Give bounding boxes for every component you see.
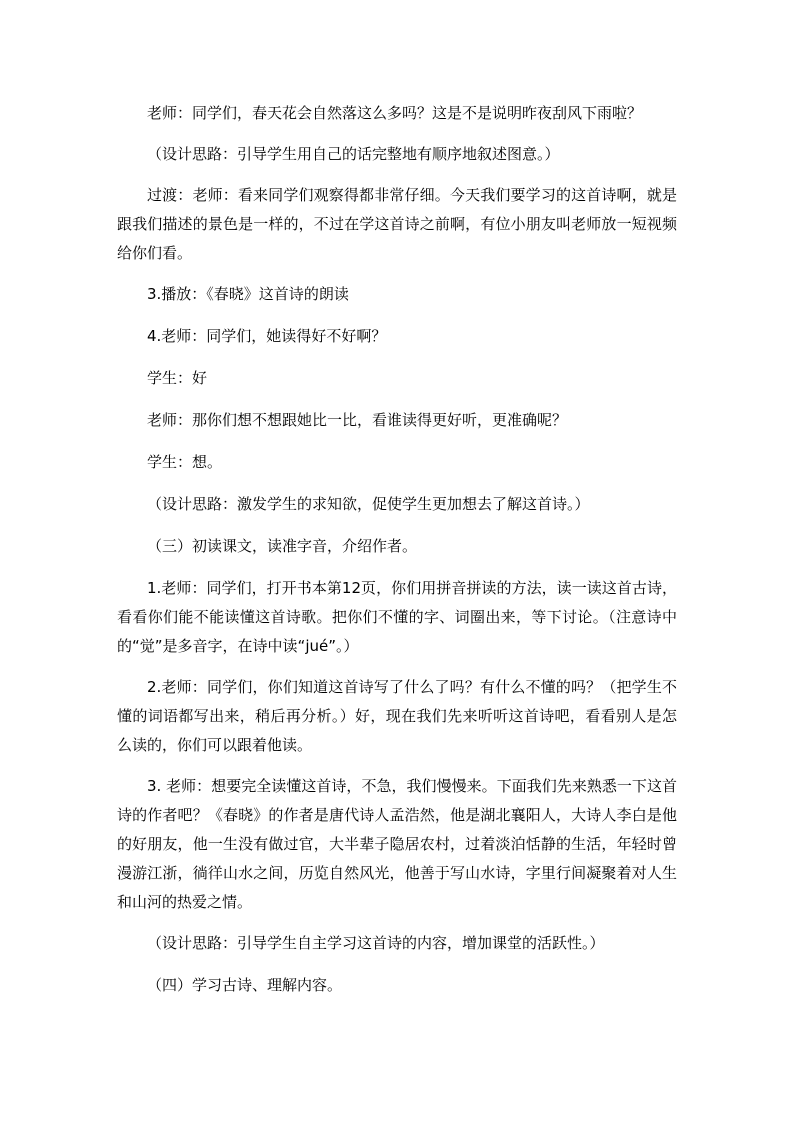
- paragraph-student-answer-1: 学生：好: [147, 369, 208, 387]
- paragraph-teacher-question: 老师：同学们，春天花会自然落这么多吗？这是不是说明昨夜刮风下雨啦？: [147, 104, 643, 122]
- paragraph-step-3-play: 3.播放：《春晓》这首诗的朗读: [147, 285, 349, 303]
- paragraph-step-3-author: 3. 老师：想要完全读懂这首诗，不急，我们慢慢来。下面我们先来熟悉一下这首诗的作者吧？《春晓》的作者是唐代诗人孟浩然，他是湖北襄阳人，大诗人李白是他的好朋友，他一生没有做过官，大半辈子隐居农村，过着淡泊恬静的生活，年轻时曾漫游江浙，徜徉山水之间，历览自然风光，他善于写山水诗，字里行间凝聚着对人生和山河的热爱之情。: [117, 777, 677, 911]
- document-body: [117, 99, 677, 1013]
- paragraph-transition: 过渡：老师：看来同学们观察得都非常仔细。今天我们要学习的这首诗啊，就是跟我们描述的景色是一样的，不过在学这首诗之前啊，有位小朋友叫老师放一短视频给你们看。: [117, 186, 677, 262]
- paragraph-step-4-teacher: 4.老师：同学们，她读得好不好啊？: [147, 327, 387, 345]
- section-heading-3: （三）初读课文，读准字音，介绍作者。: [147, 537, 418, 555]
- paragraph-design-note-2: （设计思路：激发学生的求知欲，促使学生更加想去了解这首诗。）: [147, 495, 590, 513]
- paragraph-design-note-3: （设计思路：引导学生自主学习这首诗的内容，增加课堂的活跃性。）: [147, 934, 605, 952]
- paragraph-step-1: 1.老师：同学们，打开书本第12页，你们用拼音拼读的方法，读一读这首古诗，看看你们能不能读懂这首诗歌。把你们不懂的字、词圈出来，等下讨论。（注意诗中的“觉”是多音字，在诗中读“jué”。）: [117, 579, 677, 655]
- paragraph-student-answer-2: 学生：想。: [147, 453, 223, 471]
- section-heading-4: （四）学习古诗、理解内容。: [147, 976, 343, 994]
- paragraph-design-note-1: （设计思路：引导学生用自己的话完整地有顺序地叙述图意。）: [147, 145, 560, 163]
- paragraph-step-2: 2.老师：同学们，你们知道这首诗写了什么了吗？有什么不懂的吗？（把学生不懂的词语都写出来，稍后再分析。）好，现在我们先来听听这首诗吧，看看别人是怎么读的，你们可以跟着他读。: [117, 678, 677, 754]
- paragraph-teacher-challenge: 老师：那你们想不想跟她比一比，看谁读得更好听，更准确呢？: [147, 411, 568, 429]
